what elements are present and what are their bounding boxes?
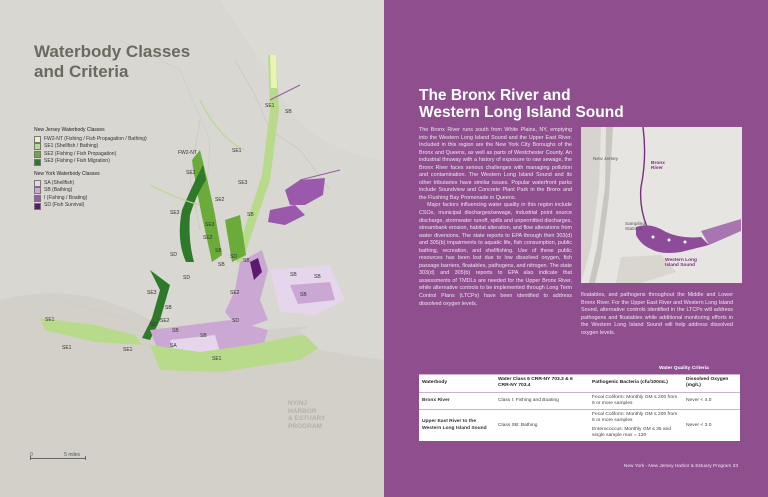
- title-line: Western Long Island Sound: [419, 104, 624, 121]
- paragraph: floatables, and pathogens throughout the Middle and Lower Bronx River. For the Upper East River and Western Long Island Sound, alternative controls identified in the LTCPs will address pathogens and floatables while additional monitoring efforts in the Western Long Island Sound will help address dissolved oxygen levels.: [581, 292, 733, 336]
- map-class-label: SD: [232, 318, 239, 324]
- watermark-line: HARBOR: [288, 407, 317, 415]
- map-class-label: SB: [165, 305, 172, 311]
- map-class-label: SE2: [186, 170, 196, 176]
- page-footer: New York - New Jersey Harbor & Estuary Program 33: [623, 464, 738, 469]
- map-class-label: SB: [300, 292, 307, 298]
- cell-water-class: Class I: Fishing and Boating: [495, 392, 589, 410]
- legend-label: SE3 (Fishing / Fish Migration): [44, 158, 110, 165]
- map-class-label: SD: [183, 275, 190, 281]
- hep-watermark-logo: [288, 400, 325, 430]
- map-class-label: SB: [218, 262, 225, 268]
- title-line: The Bronx River and: [419, 87, 571, 104]
- map-class-label: SB: [172, 328, 179, 334]
- legend-header: New York Waterbody Classes: [34, 170, 100, 177]
- header-dissolved-oxygen: Dissolved Oxygen (mg/L): [683, 375, 740, 393]
- legend-swatch: [34, 151, 41, 158]
- legend-item: [34, 143, 147, 151]
- inset-label-sampling-stations: Sampling Stations: [625, 222, 645, 232]
- cell-pathogenic: Fecal Coliform: Monthly GM ≤ 200 from 5 or more samples: [589, 392, 683, 410]
- map-class-label: SE1: [212, 356, 222, 362]
- paragraph: Major factors influencing water quality in this region include CSOs, municipal discharges/sewage, industrial point source discharge, stormwater runoff, spills and unpermitted discharges, streambank erosion, habitat alteration, and flow alterations from water diversions. The state reports to EPA through their 303(d) and 305(b) impairments to aquatic life, fish consumption, public bathing, recreation, and shellfishing. Use of these public resources has been lost due to low dissolved oxygen, fish passage barriers, floatables, pathogens, and nitrogen. The state 303(d) and 305(b) reports to EPA also indicate that assessments of TMDLs are needed for the Upper Bronx River, while alternative controls to be implemented through Long Term Control Plans (LTCPs) have been identified to address dissolved oxygen levels,: [419, 202, 572, 307]
- legend-swatch: [34, 143, 41, 150]
- map-legend: [34, 127, 147, 210]
- legend-swatch: [34, 187, 41, 194]
- map-class-label: SB: [215, 248, 222, 254]
- page-title: [34, 42, 190, 82]
- legend-item: [34, 180, 147, 188]
- cell-dissolved-oxygen: Never < 4.0: [683, 392, 740, 410]
- inset-label-new-jersey: New Jersey: [593, 157, 619, 162]
- title-line: Waterbody Classes: [34, 42, 191, 61]
- inset-map: [581, 127, 742, 283]
- legend-item: [34, 151, 147, 159]
- water-quality-table: [419, 374, 740, 441]
- map-class-label: SE3: [170, 210, 180, 216]
- map-class-label: SB: [290, 272, 297, 278]
- legend-swatch: [34, 136, 41, 143]
- scale-start: 0: [30, 452, 33, 458]
- inset-label-bronx-river: Bronx River: [651, 161, 665, 171]
- legend-item: [34, 195, 147, 203]
- section-title: [419, 87, 749, 121]
- legend-label: SE2 (Fishing / Fish Propagation): [44, 150, 117, 157]
- map-class-label: SE1: [62, 345, 72, 351]
- cell-pathogenic: [589, 410, 683, 442]
- legend-swatch: [34, 159, 41, 166]
- map-class-label: FW2-NT: [178, 150, 197, 156]
- legend-item: [34, 187, 147, 195]
- legend-label: FW2-NT (Fishing / Fish Propagation / Bathing): [44, 135, 147, 142]
- legend-label: SB (Bathing): [44, 187, 73, 194]
- table-header-row: [419, 375, 740, 393]
- header-water-class: Water Class 6 CRR-NY 703.3 & 6 CRR-NY 703.4: [495, 375, 589, 393]
- map-class-label: SE2: [230, 290, 240, 296]
- map-class-label: SE1: [265, 103, 275, 109]
- pathogenic-line: Enterococcus: Monthly GM ≤ 35 and single sample max = 130: [592, 426, 672, 439]
- map-class-label: SE1: [123, 347, 133, 353]
- cell-dissolved-oxygen: Never < 3.0: [683, 410, 740, 442]
- cell-waterbody: Upper East River to the Western Long Island Sound: [419, 410, 495, 442]
- map-class-label: SE2: [203, 235, 213, 241]
- body-column-left: [419, 127, 572, 308]
- legend-item: [34, 202, 147, 210]
- map-class-label: SB: [314, 274, 321, 280]
- map-class-label: SE3: [147, 290, 157, 296]
- legend-item: [34, 136, 147, 144]
- map-class-label: SB: [285, 109, 292, 115]
- legend-label: SD (Fish Survival): [44, 202, 85, 209]
- map-class-label: SA: [170, 343, 177, 349]
- cell-waterbody: Bronx River: [419, 392, 495, 410]
- map-class-label: SD: [150, 322, 157, 328]
- legend-swatch: [34, 180, 41, 187]
- header-pathogenic: Pathogenic Bacteria (cfu/100mL): [589, 375, 683, 393]
- map-class-label: SB: [243, 258, 250, 264]
- watermark-line: & ESTUARY: [288, 415, 326, 422]
- pathogenic-line: Fecal Coliform: Monthly GM ≤ 200 from 5 or more samples: [592, 412, 678, 424]
- legend-item: [34, 158, 147, 166]
- legend-label: SA (Shellfish): [44, 179, 75, 186]
- legend-label: I (Fishing / Boating): [44, 194, 88, 201]
- legend-label: SE1 (Shellfish / Bathing): [44, 143, 99, 150]
- table-row: [419, 410, 740, 442]
- map-class-label: SE1: [232, 148, 242, 154]
- header-waterbody: Waterbody: [419, 375, 495, 393]
- table-row: [419, 392, 740, 410]
- scale-bar: [30, 458, 86, 461]
- inset-label-wlis: Western Long Island Sound: [665, 258, 697, 268]
- legend-header: New Jersey Waterbody Classes: [34, 127, 105, 133]
- map-class-label: SE1: [45, 317, 55, 323]
- map-class-label: SD: [170, 252, 177, 258]
- cell-water-class: Class SB: Bathing: [495, 410, 589, 442]
- map-class-label: SE3: [238, 180, 248, 186]
- inset-map-graphic: [581, 127, 742, 283]
- map-class-label: SE2: [160, 318, 170, 324]
- scale-end: 5 miles: [64, 452, 81, 458]
- map-class-label: SD: [230, 254, 237, 260]
- legend-swatch: [34, 203, 41, 210]
- map-class-label: SB: [200, 333, 207, 339]
- map-class-label: SE3: [205, 222, 215, 228]
- watermark-line: PROGRAM: [288, 422, 322, 430]
- legend-swatch: [34, 195, 41, 202]
- map-class-label: SB: [247, 212, 254, 218]
- table-caption: Water Quality Criteria: [659, 366, 709, 371]
- map-class-label: SE2: [215, 197, 225, 203]
- paragraph: The Bronx River runs south from White Plains, NY, emptying into the Western Long Island Sound and the Upper East River. Included in this region are the New York City Boroughs of the Bronx and Queens, as well as parts of Westchester County. An industrial thruway with a history of exposure to raw sewage, the Bronx River faces serious challenges with managing pollution and contamination. The Western Long Island Sound and its other tributaries have similar issues. Popular waterfront parks include Soundview and Concrete Plant Park in the Bronx and the Flushing Bay Promenade in Queens.: [419, 127, 572, 201]
- watermark-line: NY/NJ: [288, 400, 308, 407]
- title-line: and Criteria: [34, 62, 129, 81]
